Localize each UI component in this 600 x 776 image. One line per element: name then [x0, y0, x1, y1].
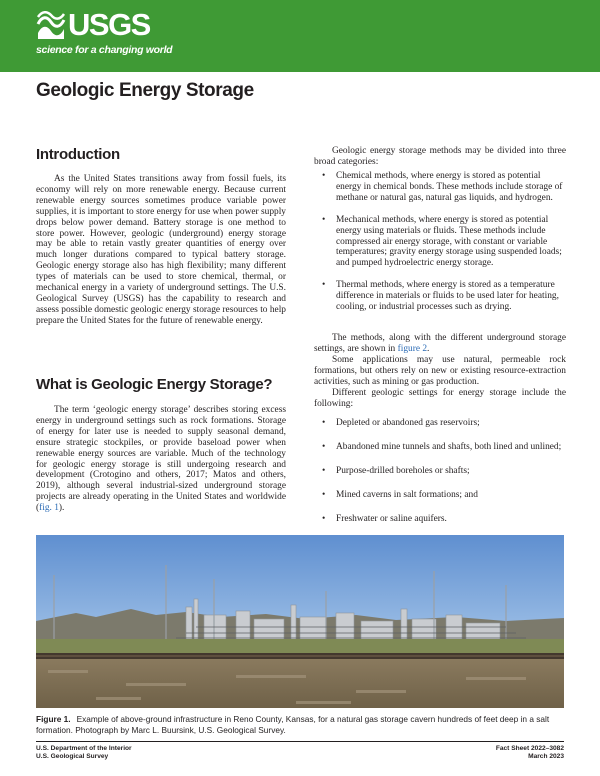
setting-mine-tunnels: • Abandoned mine tunnels and shafts, both lined and unlined;	[314, 442, 566, 453]
footer-survey: U.S. Geological Survey	[36, 753, 109, 760]
usgs-logo	[36, 7, 173, 61]
figure-1-photo	[36, 535, 564, 708]
footer-right	[496, 745, 564, 761]
what-is-heading: What is Geologic Energy Storage?	[36, 376, 273, 393]
gas-storage-facility-photo	[36, 535, 564, 708]
methods-list	[314, 171, 566, 313]
footer-divider	[36, 741, 564, 742]
figure-2-link[interactable]: figure 2	[397, 343, 428, 354]
what-is-text: The term ‘geologic energy storage’ describes storing excess energy in underground settings such as rock formations. Storage of energy for later use is needed to supply seasonal demand, ensure strategic stockpiles, or provide baseload power when renewable energy sources are variable. Much of the technology for geologic energy storage is still undergoing research and development (Crotogino and others, 2017; Matos and others, 2019), although several industrial-sized underground storage projects are already operating in the United States and worldwide (	[36, 405, 286, 514]
setting-boreholes: • Purpose-drilled boreholes or shafts;	[314, 466, 566, 477]
logo-wordmark: USGS	[68, 7, 150, 42]
figure-1-caption-text: Example of above-ground infrastructure in Reno County, Kansas, for a natural gas storage cavern hundreds of feet deep in a salt formation. Photograph by Marc L. Buursink, U.S. Geological Survey.	[36, 714, 550, 735]
methods-summary-text: The methods, along with the different underground storage settings, are shown in	[314, 333, 566, 354]
figure-1-label: Figure 1.	[36, 714, 71, 724]
what-is-paragraph	[36, 405, 286, 514]
methods-summary	[314, 333, 566, 355]
settings-intro: Different geologic settings for energy storage include the following:	[314, 388, 566, 409]
usgs-banner	[0, 0, 600, 72]
methods-lead: Geologic energy storage methods may be divided into three broad categories:	[314, 146, 566, 167]
usgs-wave-logo-icon	[36, 11, 66, 41]
footer-fact-sheet: Fact Sheet 2022–3082	[495, 745, 564, 752]
method-thermal: • Thermal methods, where energy is stored as a temperature difference in materials or fluids to be used later for heating, cooling, or industrial processes such as drying.	[314, 280, 566, 313]
settings-list	[314, 418, 566, 525]
intro-heading: Introduction	[36, 146, 120, 163]
setting-gas-reservoirs: • Depleted or abandoned gas reservoirs;	[314, 418, 566, 429]
figure-1-caption	[36, 714, 566, 736]
settings-paragraph: Some applications may use natural, permeable rock formations, but others rely on new or existing resource-extraction activities, such as mining or gas production.	[314, 355, 566, 387]
footer-department: U.S. Department of the Interior	[36, 745, 132, 752]
page-title: Geologic Energy Storage	[36, 80, 254, 101]
logo-tagline: science for a changing world	[36, 44, 173, 56]
methods-summary-end: .	[427, 343, 430, 354]
method-mechanical: • Mechanical methods, where energy is stored as potential energy using materials or fluids. These methods include compressed air energy storage, with constant or variable temperatures; gravity energy storage using suspended loads; and pumped hydroelectric energy storage.	[314, 215, 566, 270]
setting-salt-caverns: • Mined caverns in salt formations; and	[314, 490, 566, 501]
footer-date: March 2023	[528, 753, 564, 760]
what-is-text-end: ).	[58, 503, 65, 514]
footer-left	[36, 745, 132, 761]
figure-1-link[interactable]: fig. 1	[39, 503, 59, 514]
method-chemical: • Chemical methods, where energy is stored as potential energy in chemical bonds. These methods include storage of methane or natural gas, natural gas liquids, and hydrogen.	[314, 171, 566, 204]
setting-aquifers: • Freshwater or saline aquifers.	[314, 514, 566, 525]
intro-paragraph: As the United States transitions away from fossil fuels, its economy will rely on more renewable energy. Because current renewable energy sources sometimes produce variable power supplies, it is important to store energy for use when power supply drops below power demand. Battery storage is one method to store power. However, geologic (underground) energy storage may be able to retain vastly greater quantities of energy over much longer durations compared to typical battery storage. Geologic energy storage also has high flexibility; many different types of materials can be used to store chemical, thermal, or mechanical energy in a variety of underground settings. The U.S. Geological Survey (USGS) has the capability to research and assess possible domestic geologic energy storage resources to help prepare the United States for the future of renewable energy.	[36, 174, 286, 326]
